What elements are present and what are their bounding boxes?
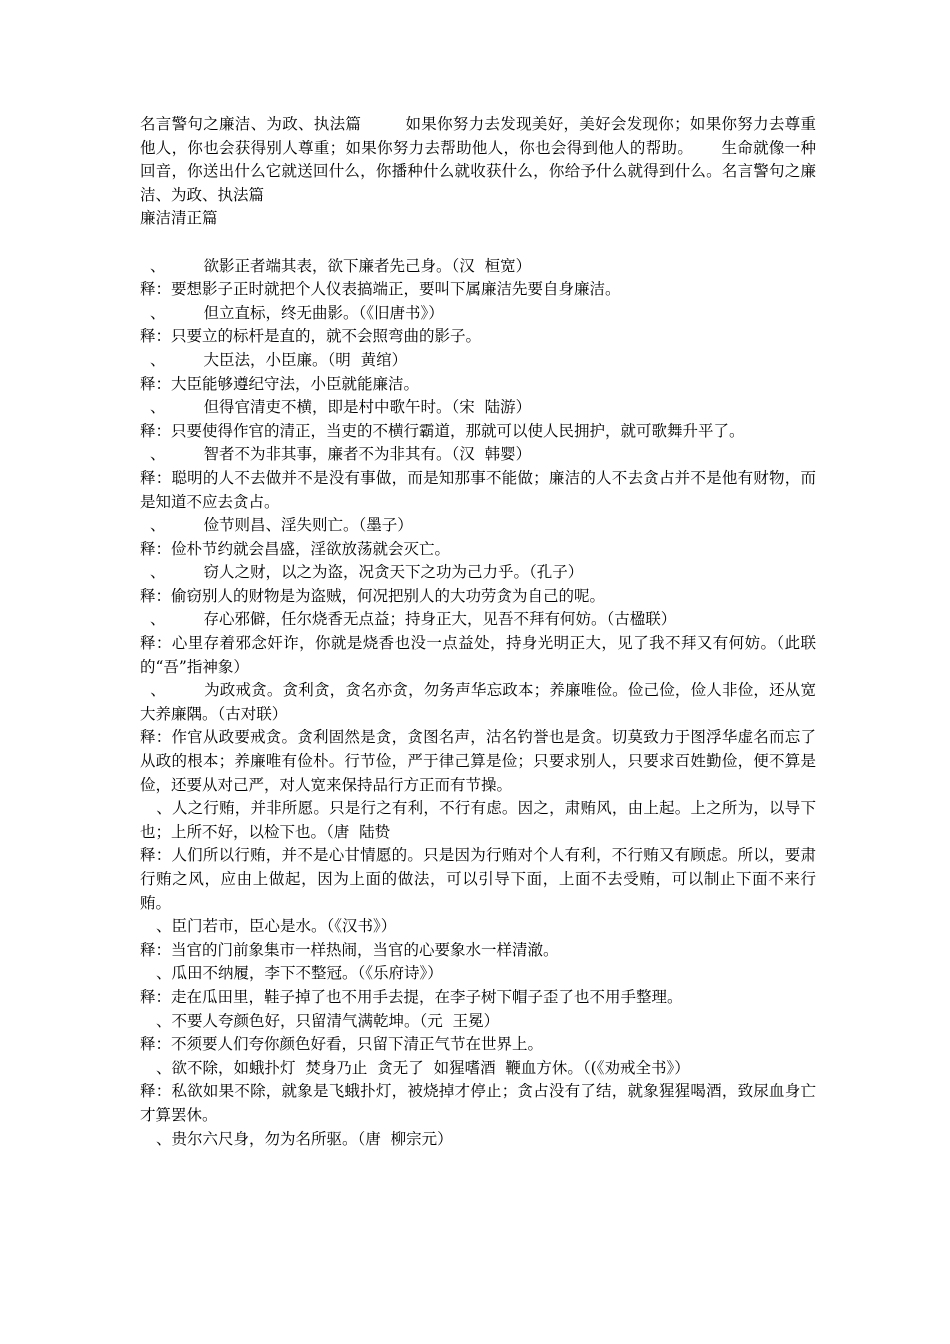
entry-marker: 、 [150,350,166,369]
entry-quote: 、贵尔六尺身，勿为名所驱。（唐 柳宗元） [156,1129,453,1148]
entry-marker: 、 [150,256,166,275]
entry-explanation: 释：要想影子正时就把个人仪表搞端正，要叫下属廉洁先要自身廉洁。 [140,280,621,299]
entry-quote: 、 俭节则昌、淫失则亡。（墨子） [150,516,413,535]
entry-explanation: 释：作官从政要戒贪。贪利固然是贪，贪图名声，沽名钓誉也是贪。切莫致力于图浮华虚名而忘了从政的根本；养廉唯有俭朴。行节俭，严于律己算是俭；只要求别人，只要求百姓勤俭，便不算是俭，还要从对己严，对人宽来保持品行方正而有节操。 [140,728,816,794]
entry-quote: 、 为政戒贪。贪利贪，贪名亦贪，勿务声华忘政本；养廉唯俭。俭己俭，俭人非俭，还从宽大养廉隅。（古对联） [140,681,816,723]
entry-explanation: 释：走在瓜田里，鞋子掉了也不用手去提，在李子树下帽子歪了也不用手整理。 [140,987,683,1006]
entry-marker: 、 [150,563,166,582]
entry-quote: 、 存心邪僻，任尔烧香无点益；持身正大，见吾不拜有何妨。（古楹联） [150,610,677,629]
entry-explanation: 释：大臣能够遵纪守法，小臣就能廉洁。 [140,374,420,393]
entry-marker: 、 [156,1011,172,1030]
entry-marker: 、 [156,799,172,818]
entry-marker: 、 [150,445,166,464]
entry-marker: 、 [150,303,166,322]
entry-explanation: 释：当官的门前象集市一样热闹，当官的心要象水一样清澈。 [140,940,559,959]
entry-quote: 、 但立直标，终无曲影。（《旧唐书》） [150,303,444,322]
entry-quote: 、 欲影正者端其表，欲下廉者先己身。（汉 桓宽） [150,256,532,275]
entry-marker: 、 [150,610,166,629]
entry-quote: 、欲不除，如蛾扑灯 焚身乃止 贪无了 如猩嗜酒 鞭血方休。（(《劝戒全书》） [156,1058,690,1077]
entry-marker: 、 [156,917,172,936]
intro-title-b: 名言警句之廉洁、为政、执法篇 [140,162,816,204]
entry-explanation: 释：私欲如果不除，就象是飞蛾扑灯，被烧掉才停止；贪占没有了结，就象猩猩喝酒，致尿血身亡才算罢休。 [140,1082,816,1124]
entry-marker: 、 [156,1129,172,1148]
entry-explanation: 释：不须要人们夸你颜色好看，只留下清正气节在世界上。 [140,1035,544,1054]
entry-marker: 、 [150,681,166,700]
entry-explanation: 释：偷窃别人的财物是为盗贼，何况把别人的大功劳贪为自己的呢。 [140,586,606,605]
entry-explanation: 释：人们所以行贿，并不是心甘情愿的。只是因为行贿对个人有利，不行贿又有顾虑。所以，要肃行贿之风，应由上做起，因为上面的做法，可以引导下面，上面不去受贿，可以制止下面不来行贿。 [140,846,816,912]
intro-paragraph [140,113,816,207]
entry-quote: 、 但得官清吏不横，即是村中歌午时。（宋 陆游） [150,398,532,417]
intro-quote-b: 生命就像一种回音，你送出什么它就送回什么，你播种什么就收获什么，你给予什么就得到什么。 [140,138,816,181]
entry-marker: 、 [150,516,166,535]
entry-quote: 、臣门若市，臣心是水。（《汉书》） [156,917,397,936]
entry-marker: 、 [150,398,166,417]
entry-explanation: 释：只要使得作官的清正，当吏的不横行霸道，那就可以使人民拥护，就可歌舞升平了。 [140,421,745,440]
intro-title-a: 名言警句之廉洁、为政、执法篇 [140,115,362,133]
entry-quote: 、不要人夸颜色好，只留清气满乾坤。（元 王冕） [156,1011,500,1030]
intro-quote-a: 如果你努力去发现美好，美好会发现你；如果你努力去尊重他人，你也会获得别人尊重；如果你努力去帮助他人，你也会得到他人的帮助。 [140,115,816,157]
blank-line [140,231,816,255]
entry-quote: 、瓜田不纳履，李下不整冠。（《乐府诗》） [156,964,443,983]
entry-explanation: 释：俭朴节约就会昌盛，淫欲放荡就会灭亡。 [140,539,451,558]
section-title: 廉洁清正篇 [140,209,218,228]
entry-quote: 、 智者不为非其事，廉者不为非其有。（汉 韩婴） [150,445,532,464]
entry-explanation: 释：聪明的人不去做并不是没有事做，而是知那事不能做；廉洁的人不去贪占并不是他有财物，而是知道不应去贪占。 [140,468,816,511]
entry-quote: 、 大臣法，小臣廉。（明 黄绾） [150,350,408,369]
entry-quote: 、 窃人之财，以之为盗，况贪天下之功为己力乎。（孔子） [150,563,584,582]
document-page [140,113,816,1151]
entry-quote: 、人之行贿，并非所愿。只是行之有利，不行有虑。因之，肃贿风，由上起。上之所为，以导下也；上所不好，以检下也。（唐 陆贽 [140,799,816,841]
entry-explanation: 释：心里存着邪念奸诈，你就是烧香也没一点益处，持身光明正大，见了我不拜又有何妨。（此联的“吾”指神象） [140,634,816,676]
entry-marker: 、 [156,964,172,983]
entry-explanation: 释：只要立的标杆是直的，就不会照弯曲的影子。 [140,327,482,346]
entry-marker: 、 [156,1058,172,1077]
